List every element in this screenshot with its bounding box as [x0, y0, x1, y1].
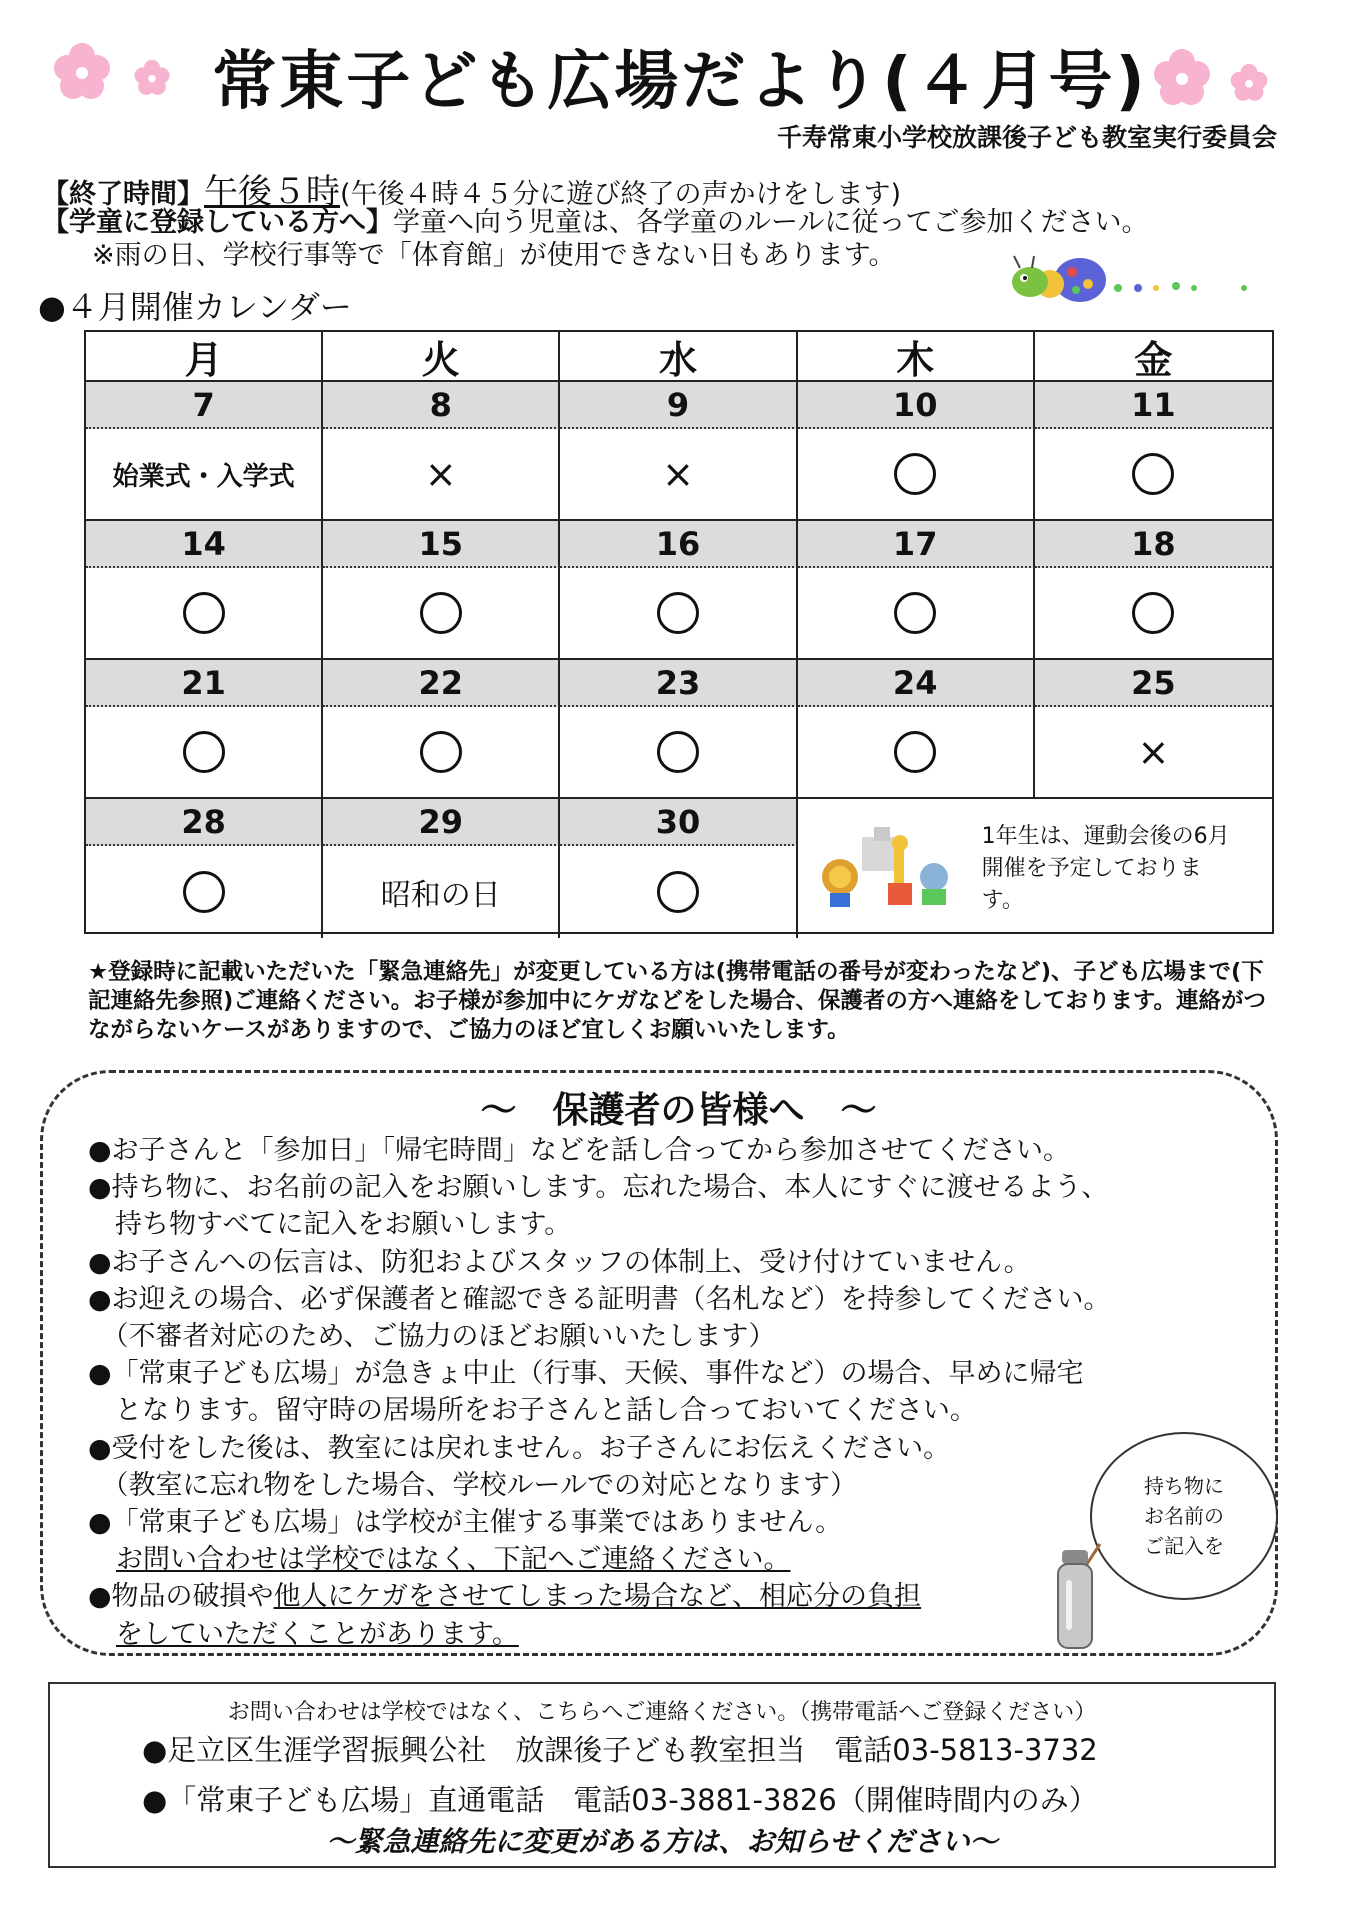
status-cell — [86, 568, 323, 660]
contact-intro: お問い合わせは学校ではなく、こちらへご連絡ください。（携帯電話へご登録ください） — [227, 1700, 1097, 1725]
closed-cross-mark: × — [424, 452, 457, 496]
list-item: ●持ち物に、お名前の記入をお願いします。忘れた場合、本人にすぐに渡せるよう、 — [88, 1172, 1109, 1204]
damage-note-prefix: ●物品の破損や — [88, 1581, 274, 1613]
weekday-header: 火 — [323, 332, 560, 382]
end-time-note: (午後４時４５分に遊び終了の声かけをします) — [340, 179, 902, 210]
date-cell: 15 — [323, 521, 560, 568]
list-item: となります。留守時の居場所をお子さんと話し合っておいてください。 — [88, 1395, 977, 1427]
contact-phone-kousha: ●足立区生涯学習振興公社 放課後子ども教室担当 電話03-5813-3732 — [142, 1733, 1098, 1767]
status-cell — [323, 846, 560, 938]
date-cell: 21 — [86, 660, 323, 707]
open-circle-icon — [183, 871, 225, 913]
list-item: （不審者対応のため、ご協力のほどお願いいたします） — [88, 1321, 776, 1353]
status-cell — [323, 707, 560, 799]
weekday-header: 金 — [1035, 332, 1272, 382]
damage-note-cont: をしていただくことがあります。 — [116, 1618, 519, 1650]
open-circle-icon — [894, 731, 936, 773]
open-circle-icon — [1132, 453, 1174, 495]
date-cell: 11 — [1035, 382, 1272, 429]
calendar-heading: ●４月開催カレンダー — [38, 288, 352, 326]
open-circle-icon — [420, 731, 462, 773]
gakudo-label: 【学童に登録している方へ】 — [42, 207, 393, 238]
rain-note: ※雨の日、学校行事等で「体育館」が使用できない日もあります。 — [92, 240, 896, 271]
status-cell — [560, 429, 797, 521]
date-cell: 16 — [560, 521, 797, 568]
emergency-contact-note: ★登録時に記載いただいた「緊急連絡先」が変更している方は(携帯電話の番号が変わったなど)、子ども広場まで(下記連絡先参照)ご連絡ください。お子様が参加中にケガなどをした場合、保護者の方へ連絡をしております。連絡がつながらないケースがありますので、ご協力のほど宜しくお願いいたします。 — [88, 959, 1267, 1043]
date-cell: 9 — [560, 382, 797, 429]
list-item: ●お迎えの場合、必ず保護者と確認できる証明書（名札など）を持参してください。 — [88, 1283, 1111, 1315]
date-cell: 23 — [560, 660, 797, 707]
speech-bubble — [1090, 1432, 1278, 1600]
closed-cross-mark: × — [662, 452, 694, 496]
list-item: 持ち物すべてに記入をお願いします。 — [88, 1209, 572, 1241]
status-cell — [1035, 707, 1272, 799]
end-time-value: 午後５時 — [204, 172, 340, 212]
end-time-label: 【終了時間】 — [42, 179, 204, 210]
parents-notice-title: 〜 保護者の皆様へ 〜 — [480, 1090, 877, 1131]
status-cell — [560, 707, 797, 799]
list-item: ●「常東子ども広場」は学校が主催する事業ではありません。 — [88, 1507, 843, 1539]
weekday-header: 木 — [798, 332, 1035, 382]
bubble-text: 持ち物に お名前の ご記入を — [1144, 1474, 1224, 1558]
organization-name: 千寿常東小学校放課後子ども教室実行委員会 — [776, 123, 1277, 152]
calendar-table — [84, 330, 1274, 934]
status-cell — [86, 707, 323, 799]
date-cell: 18 — [1035, 521, 1272, 568]
status-cell — [798, 568, 1035, 660]
open-circle-icon — [183, 731, 225, 773]
date-cell: 24 — [798, 660, 1035, 707]
status-text: 始業式・入学式 — [112, 461, 295, 492]
date-cell: 30 — [560, 799, 797, 846]
status-cell — [798, 429, 1035, 521]
open-circle-icon — [183, 592, 225, 634]
list-item: ●お子さんと「参加日」「帰宅時間」などを話し合ってから参加させてください。 — [88, 1135, 1071, 1166]
open-circle-icon — [657, 731, 699, 773]
date-cell: 7 — [86, 382, 323, 429]
status-cell — [798, 707, 1035, 799]
status-cell — [560, 568, 797, 660]
status-cell — [1035, 429, 1272, 521]
open-circle-icon — [894, 453, 936, 495]
page-title: 常東子ども広場だより(４月号) — [212, 45, 1148, 119]
inquiry-note: お問い合わせは学校ではなく、下記へご連絡ください。 — [116, 1544, 791, 1576]
list-item: ●「常東子ども広場」が急きょ中止（行事、天候、事件など）の場合、早めに帰宅 — [88, 1358, 1084, 1390]
date-cell: 10 — [798, 382, 1035, 429]
status-text: 昭和の日 — [380, 878, 501, 913]
open-circle-icon — [420, 592, 462, 634]
status-cell — [86, 429, 323, 521]
status-cell — [323, 568, 560, 660]
cherry-blossom-icon — [1228, 62, 1270, 104]
status-cell — [86, 846, 323, 938]
open-circle-icon — [657, 871, 699, 913]
contact-footer: 〜緊急連絡先に変更がある方は、お知らせください〜 — [326, 1825, 998, 1858]
status-cell — [323, 429, 560, 521]
open-circle-icon — [657, 592, 699, 634]
first-grade-note-cell — [798, 799, 1272, 938]
water-bottle-illustration — [1040, 1540, 1110, 1652]
parents-notice-list — [88, 1132, 1188, 1653]
date-cell: 29 — [323, 799, 560, 846]
damage-note: 他人にケガをさせてしまった場合など、相応分の負担 — [273, 1581, 922, 1613]
date-cell: 14 — [86, 521, 323, 568]
cherry-blossom-icon — [132, 58, 172, 98]
open-circle-icon — [894, 592, 936, 634]
date-cell: 25 — [1035, 660, 1272, 707]
weekday-header: 水 — [560, 332, 797, 382]
list-item: ●受付をした後は、教室には戻れません。お子さんにお伝えください。 — [88, 1432, 951, 1464]
caterpillar-illustration — [990, 250, 1260, 310]
first-grade-note: 1年生は、運動会後の6月開催を予定しております。 — [981, 823, 1230, 913]
list-item: ●お子さんへの伝言は、防犯およびスタッフの体制上、受け付けていません。 — [88, 1246, 1031, 1278]
closed-cross-mark: × — [1137, 730, 1170, 774]
open-circle-icon — [1132, 592, 1174, 634]
date-cell: 22 — [323, 660, 560, 707]
status-cell — [560, 846, 797, 938]
date-cell: 28 — [86, 799, 323, 846]
contact-phone-direct: ●「常東子ども広場」直通電話 電話03-3881-3826（開催時間内のみ） — [142, 1783, 1098, 1817]
status-cell — [1035, 568, 1272, 660]
animals-illustration — [818, 827, 958, 911]
date-cell: 8 — [323, 382, 560, 429]
list-item: （教室に忘れ物をした場合、学校ルールでの対応となります） — [88, 1469, 857, 1501]
cherry-blossom-icon — [50, 40, 114, 104]
date-cell: 17 — [798, 521, 1035, 568]
gakudo-text: 学童へ向う児童は、各学童のルールに従ってご参加ください。 — [393, 207, 1149, 238]
weekday-header: 月 — [86, 332, 323, 382]
